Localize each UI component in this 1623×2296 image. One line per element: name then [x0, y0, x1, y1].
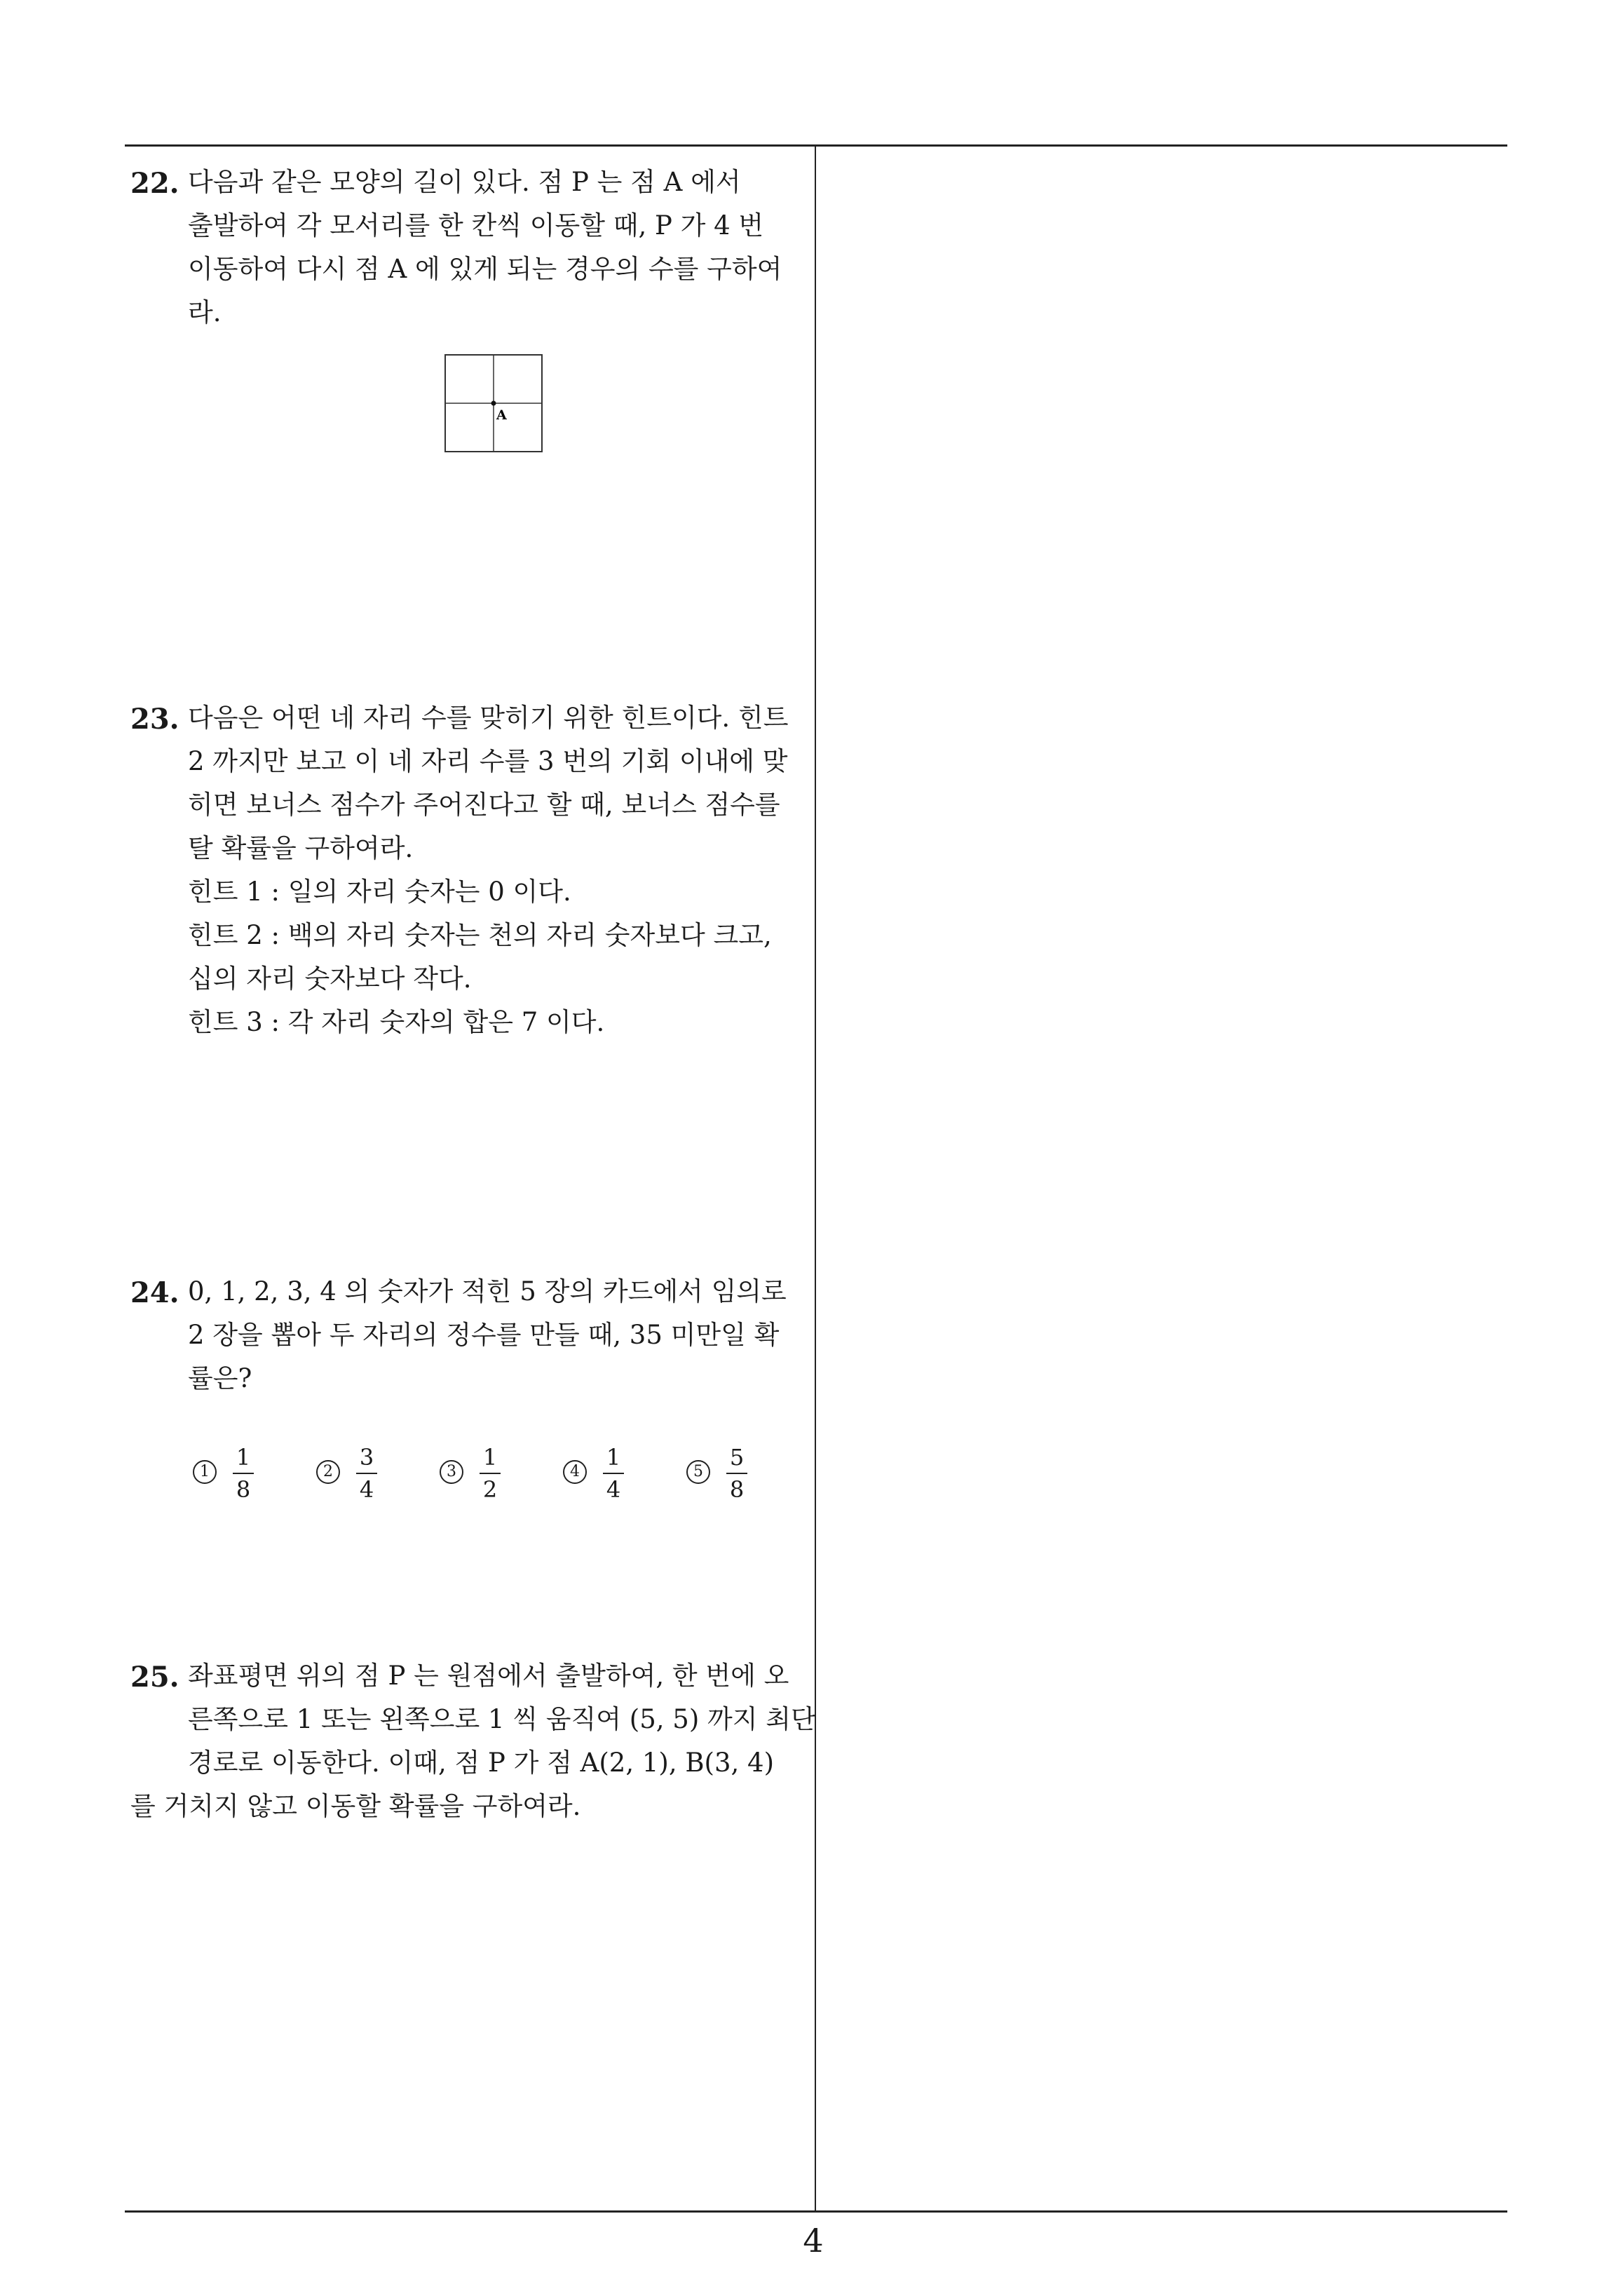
- fraction-bar: [356, 1473, 377, 1474]
- numerator: 1: [236, 1444, 251, 1471]
- bottom-rule: [125, 2210, 1507, 2213]
- denominator: 8: [236, 1476, 251, 1503]
- hint-3: 힌트 3 : 각 자리 숫자의 합은 7 이다.: [188, 1007, 605, 1037]
- fraction: [603, 1443, 624, 1504]
- choice-marker: 1: [193, 1460, 217, 1484]
- point-a-dot: [491, 401, 496, 406]
- problem-text-line: 다음과 같은 모양의 길이 있다. 점 P 는 점 A 에서: [188, 167, 741, 197]
- fraction-bar: [603, 1473, 624, 1474]
- choice-marker: 3: [440, 1460, 463, 1484]
- point-a-label: A: [496, 407, 507, 423]
- hint-2: 힌트 2 : 백의 자리 숫자는 천의 자리 숫자보다 크고,: [188, 920, 772, 950]
- problem-text-line: 탈 확률을 구하여라.: [188, 833, 414, 863]
- numerator: 1: [606, 1444, 621, 1471]
- problem-text-line: 이동하여 다시 점 A 에 있게 되는 경우의 수를 구하여: [188, 254, 782, 284]
- fraction-bar: [480, 1473, 501, 1474]
- problem-text-line: 률은?: [188, 1363, 252, 1393]
- fraction: [233, 1443, 254, 1504]
- denominator: 4: [606, 1476, 621, 1503]
- problem-text-line: 2 까지만 보고 이 네 자리 수를 3 번의 기회 이내에 맞: [188, 746, 788, 776]
- problem-text-line: 0, 1, 2, 3, 4 의 숫자가 적힌 5 장의 카드에서 임의로: [188, 1276, 787, 1306]
- choice-marker: 5: [686, 1460, 710, 1484]
- numerator: 1: [482, 1444, 498, 1471]
- choice-marker: 4: [563, 1460, 587, 1484]
- top-rule: [125, 144, 1507, 147]
- fraction: [726, 1443, 747, 1504]
- grid-path-figure: [444, 354, 543, 452]
- page-number: 4: [803, 2222, 824, 2260]
- problem-text-line: 를 거치지 않고 이동할 확률을 구하여라.: [130, 1791, 581, 1821]
- denominator: 2: [482, 1476, 498, 1503]
- fraction-bar: [233, 1473, 254, 1474]
- answer-choices: [193, 1443, 824, 1506]
- hint-2-continued: 십의 자리 숫자보다 작다.: [188, 964, 472, 994]
- choice-marker: 2: [316, 1460, 340, 1484]
- problem-text-line: 출발하여 각 모서리를 한 칸씩 이동할 때, P 가 4 번: [188, 210, 764, 241]
- hint-1: 힌트 1 : 일의 자리 숫자는 0 이다.: [188, 877, 571, 907]
- problem-number: 22.: [130, 167, 179, 200]
- fraction: [480, 1443, 501, 1504]
- problem-text-line: 다음은 어떤 네 자리 수를 맞히기 위한 힌트이다. 힌트: [188, 703, 789, 733]
- denominator: 4: [359, 1476, 374, 1503]
- problem-23: [130, 703, 803, 1053]
- problem-text-line: 른쪽으로 1 또는 왼쪽으로 1 씩 움직여 (5, 5) 까지 최단: [188, 1704, 816, 1734]
- problem-text-line: 라.: [188, 297, 222, 327]
- numerator: 3: [359, 1444, 374, 1471]
- problem-24: [130, 1276, 803, 1417]
- problem-text-line: 2 장을 뽑아 두 자리의 정수를 만들 때, 35 미만일 확: [188, 1320, 780, 1350]
- problem-25: [130, 1661, 816, 1829]
- fraction: [356, 1443, 377, 1504]
- problem-text-line: 히면 보너스 점수가 주어진다고 할 때, 보너스 점수를: [188, 790, 780, 820]
- problem-text-line: 좌표평면 위의 점 P 는 원점에서 출발하여, 한 번에 오: [188, 1661, 789, 1691]
- column-divider: [815, 144, 816, 2213]
- problem-number: 24.: [130, 1276, 179, 1309]
- fraction-bar: [726, 1473, 747, 1474]
- numerator: 5: [729, 1444, 745, 1471]
- denominator: 8: [729, 1476, 745, 1503]
- problem-text-line: 경로로 이동한다. 이때, 점 P 가 점 A(2, 1), B(3, 4): [188, 1748, 775, 1778]
- problem-number: 23.: [130, 703, 179, 736]
- problem-number: 25.: [130, 1661, 179, 1694]
- problem-22: [130, 167, 803, 335]
